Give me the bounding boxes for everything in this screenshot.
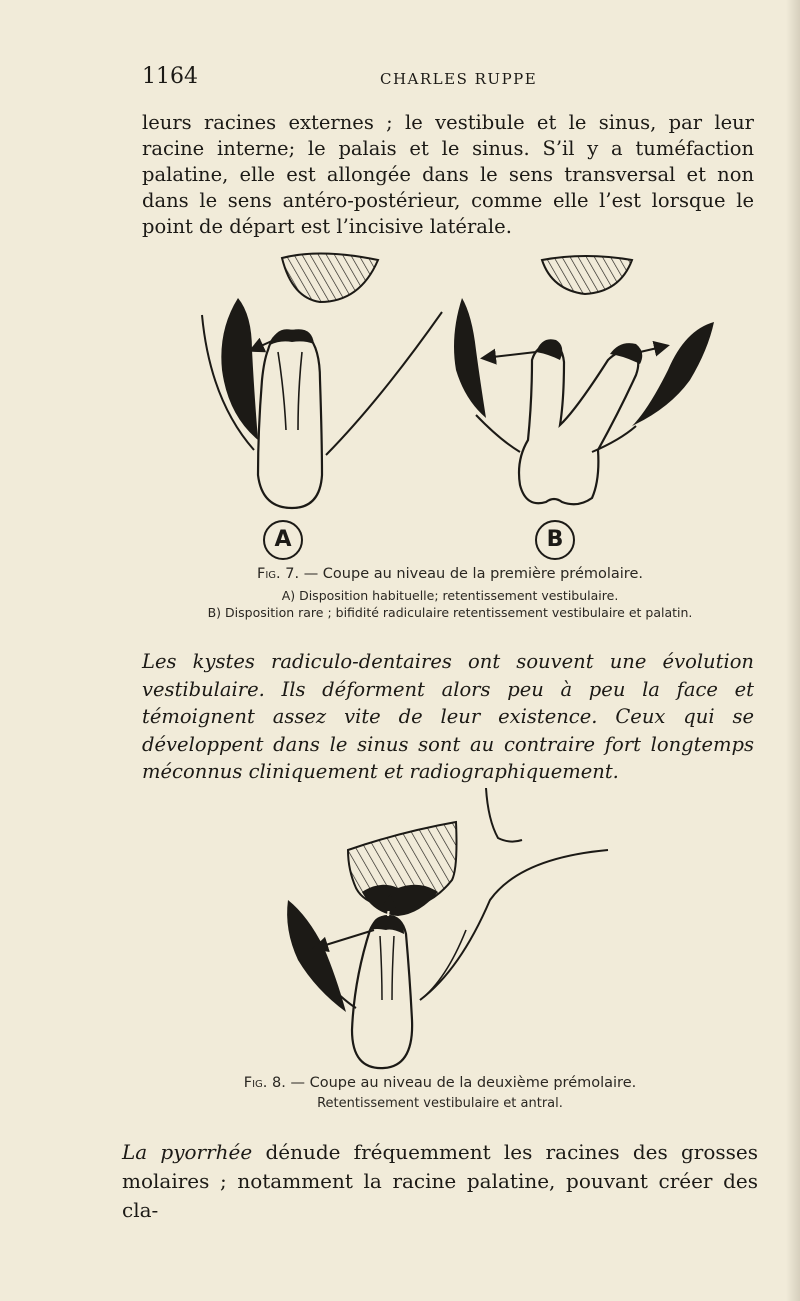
figure-8-caption (150, 1075, 730, 1091)
paragraph-3 (122, 1138, 758, 1225)
figure-7-caption (160, 566, 740, 582)
apex-lesion-b2 (610, 343, 642, 364)
paragraph-2: Les kystes radiculo-dentaires ont souvent une évolution vestibulaire. Ils déforment alors peu à peu la face et témoignent assez vite de leur existence. Ceux qui se développent dans le sinus sont au contraire fort longtemps méconnus cliniquement et radiographiquement. (142, 650, 754, 783)
figure-8-illustration (270, 780, 630, 1080)
figure-7-caption-a: A) Disposition habituelle; retentissement vestibulaire. (281, 588, 619, 603)
figure-8-caption-number: Fig. 8. (243, 1075, 286, 1091)
tooth-a (258, 331, 322, 508)
apex-lesion-a (270, 329, 314, 345)
figure-7-caption-b: B) Disposition rare ; bifidité radiculaire retentissement vestibulaire et palatin. (207, 605, 693, 620)
cyst-a (221, 298, 258, 440)
figure-7-illustration (180, 240, 740, 530)
figure-7-caption-title: — Coupe au niveau de la première prémolaire. (299, 566, 643, 582)
apex-lesion-b1 (536, 339, 562, 360)
paragraph-3-italic: La pyorrhée (122, 1140, 253, 1164)
sinus-a (282, 253, 378, 302)
figure-7-caption-number: Fig. 7. (257, 566, 300, 582)
tooth-b (519, 344, 638, 504)
figure-8-caption-title: — Coupe au niveau de la deuxième prémolaire. (285, 1075, 637, 1091)
running-head: CHARLES RUPPE (380, 70, 538, 88)
antral-cyst-8 (362, 885, 438, 916)
sinus-b (542, 256, 632, 294)
paragraph-1: leurs racines externes ; le vestibule et le sinus, par leur racine interne; le palais et le sinus. S’il y a tuméfaction palatine, elle est allongée dans le sens transversal et non dans le sens antéro-postérieur, comme elle l’est lorsque le point de départ est l’incisive latérale. (142, 111, 754, 238)
figure-8-caption-sub: Retentissement vestibulaire et antral. (317, 1096, 563, 1111)
cyst-b-vestibular (454, 298, 486, 418)
figure-label-b: B (535, 520, 575, 560)
cyst-8-vestibular (287, 900, 346, 1012)
page-number: 1164 (142, 64, 198, 89)
paragraph-3-text: dénude fréquemment les racines des grosses molaires ; notamment la racine palatine, pouvant créer des cla- (122, 1140, 758, 1222)
cyst-b-palatal (632, 322, 714, 426)
page-edge-shadow (786, 0, 800, 1301)
figure-label-a: A (263, 520, 303, 560)
